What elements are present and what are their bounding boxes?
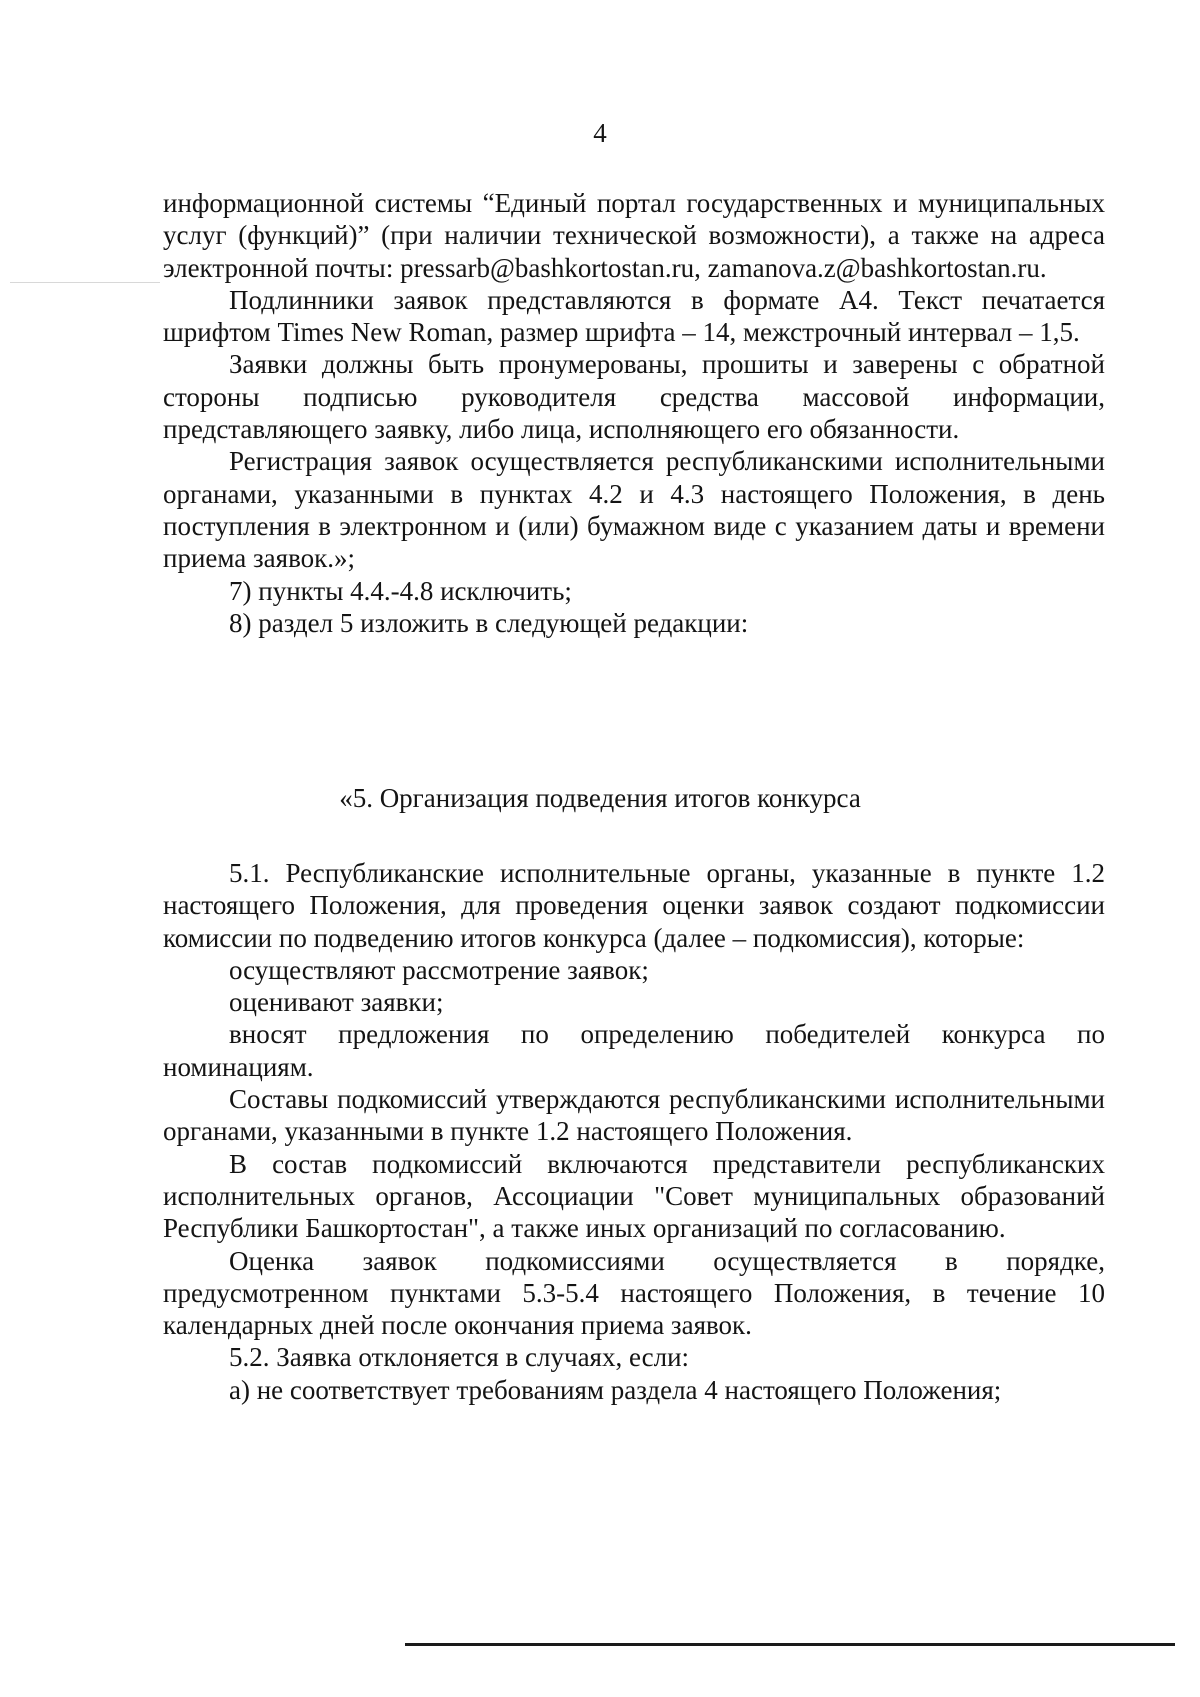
footer-rule (405, 1643, 1175, 1646)
paragraph: Составы подкомиссий утверждаются республиканскими исполнительными органами, указанными в пункте 1.2 настоящего Положения. (163, 1084, 1105, 1147)
list-item: осуществляют рассмотрение заявок; (229, 954, 649, 985)
list-item: 7) пункты 4.4.-4.8 исключить; (229, 575, 572, 606)
paragraph: Заявки должны быть пронумерованы, прошиты и заверены с обратной стороны подписью руководителя средства массовой информации, представляющего заявку, либо лица, исполняющего его обязанности. (163, 349, 1105, 445)
scan-artifact-line (10, 282, 160, 283)
paragraph: 5.2. Заявка отклоняется в случаях, если: (229, 1342, 690, 1373)
list-item: оценивают заявки; (229, 987, 444, 1018)
list-item: 8) раздел 5 изложить в следующей редакции: (229, 607, 749, 638)
list-item: вносят предложения по определению победителей конкурса по номинациям. (163, 1019, 1105, 1082)
paragraph: Подлинники заявок представляются в формате А4. Текст печатается шрифтом Times New Roman, размер шрифта – 14, межстрочный интервал – 1,5. (163, 284, 1105, 348)
paragraph: информационной системы “Единый портал государственных и муниципальных услуг (функций)” (при наличии технической возможности), а также на адреса электронной почты: pressarb@bashkortostan.ru, zamanova.z@bashkortostan.ru. (163, 188, 1105, 283)
paragraph: Регистрация заявок осуществляется республиканскими исполнительными органами, указанными в пунктах 4.2 и 4.3 настоящего Положения, в день поступления в электронном и (или) бумажном виде с указанием даты и времени приема заявок.»; (163, 446, 1105, 574)
text-block-before-section (163, 187, 1105, 639)
paragraph: В состав подкомиссий включаются представители республиканских исполнительных органов, Ассоциации "Совет муниципальных образований Республики Башкортостан", а также иных организаций по согласованию. (163, 1148, 1105, 1244)
paragraph: Оценка заявок подкомиссиями осуществляется в порядке, предусмотренном пунктами 5.3-5.4 настоящего Положения, в течение 10 календарных дней после окончания приема заявок. (163, 1245, 1105, 1341)
text-block-section-5 (163, 857, 1105, 1406)
page-number: 4 (593, 118, 607, 148)
section-heading: «5. Организация подведения итогов конкурса (339, 783, 861, 813)
paragraph: 5.1. Республиканские исполнительные органы, указанные в пункте 1.2 настоящего Положения, для проведения оценки заявок создают подкомиссии комиссии по подведению итогов конкурса (далее – подкомиссия), которые: (163, 858, 1105, 953)
list-item: а) не соответствует требованиям раздела 4 настоящего Положения; (229, 1374, 1002, 1405)
